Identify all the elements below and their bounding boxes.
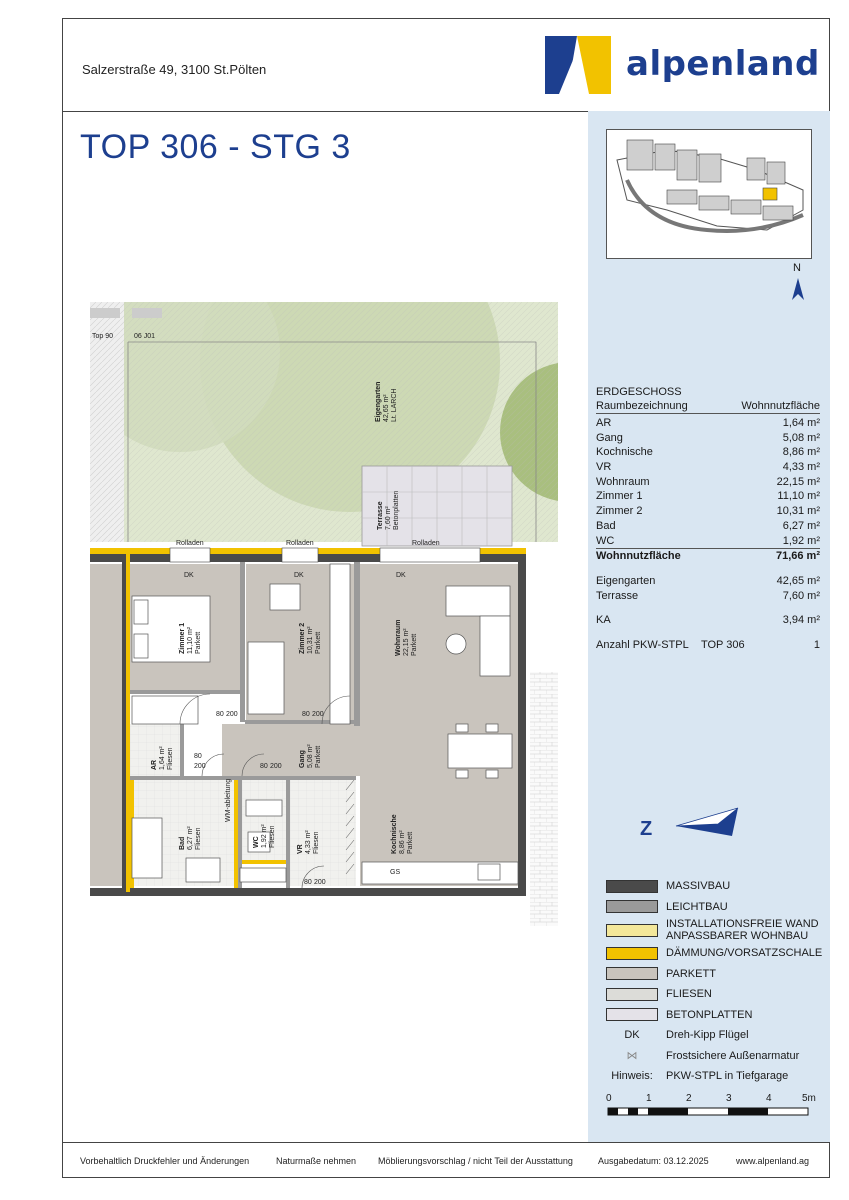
legend-note <box>606 1066 826 1087</box>
garden-row <box>596 574 820 589</box>
footer-furniture: Möblierungsvorschlag / nicht Teil der Ausstattung <box>378 1156 573 1166</box>
parking-count: 1 <box>813 638 820 651</box>
col-area: Wohnnutzfläche <box>741 400 820 412</box>
vr-floor <box>290 780 356 886</box>
neighbor-top-label: Top 90 <box>92 333 114 340</box>
area-total-row <box>596 548 820 564</box>
legend-label: DÄMMUNG/VORSATZSCHALE <box>666 947 823 960</box>
room-name: Bad <box>596 519 616 532</box>
door-height: 200 <box>226 711 238 718</box>
room-area-bad: 6,27 m² <box>187 826 194 850</box>
legend-item <box>606 897 826 918</box>
legend-label-group <box>666 918 819 942</box>
legend-label: BETONPLATTEN <box>666 1008 753 1021</box>
room-label-wc: WC <box>253 836 260 848</box>
legend-label: INSTALLATIONSFREIE WAND <box>666 918 819 930</box>
legend-note-key: DK <box>624 1029 640 1042</box>
door-height: 200 <box>314 879 326 886</box>
room-name: Zimmer 2 <box>596 505 643 518</box>
room-name: Kochnische <box>596 446 653 459</box>
dishwasher-label: GS <box>390 869 401 876</box>
legend-item <box>606 943 826 964</box>
ka-value: 3,94 m² <box>782 614 820 627</box>
room-area-wohnraum: 22,15 m² <box>403 628 410 656</box>
room-label-ar: AR <box>151 759 158 770</box>
legend-label: ANPASSBARER WOHNBAU <box>666 930 809 942</box>
north-arrow-icon <box>792 278 804 300</box>
scale-tick: 5m <box>802 1093 816 1104</box>
scale-bar-graphic <box>606 1105 818 1119</box>
room-label-zimmer2: Zimmer 2 <box>299 622 306 654</box>
legend-note-text: Frostsichere Außenarmatur <box>666 1049 800 1062</box>
area-row <box>596 534 820 549</box>
legend-swatch <box>606 1008 658 1021</box>
area-row <box>596 431 820 446</box>
room-area: 5,08 m² <box>782 431 820 444</box>
room-floor-kochnische: Parkett <box>407 831 414 854</box>
page-title: TOP 306 - STG 3 <box>80 128 351 166</box>
alpenland-logo-icon <box>545 36 613 96</box>
ka-label: KA <box>596 614 611 627</box>
orientation-arrow-icon <box>640 806 744 842</box>
room-label-terrasse: Terrasse <box>377 501 384 530</box>
footer-web-link[interactable]: www.alpenland.ag <box>736 1156 810 1166</box>
footer-disclaimer: Vorbehaltlich Druckfehler und Änderungen <box>80 1156 250 1166</box>
frost-valve-icon: ⋈ <box>626 1050 638 1063</box>
legend-note <box>606 1046 826 1067</box>
area-table <box>596 386 820 653</box>
legend <box>606 876 826 1087</box>
area-table-header <box>596 400 820 414</box>
door-height: 200 <box>312 711 324 718</box>
room-area-vr: 4,33 m² <box>305 830 312 854</box>
room-floor-bad: Fliesen <box>195 827 202 850</box>
room-floor-wc: Fliesen <box>269 825 276 848</box>
room-name: AR <box>596 417 612 429</box>
area-row <box>596 416 820 431</box>
paving-strip <box>530 672 558 926</box>
room-area: 11,10 m² <box>777 490 820 503</box>
dk-label: DK <box>184 572 194 579</box>
scale-tick: 3 <box>726 1093 732 1104</box>
room-area: 6,27 m² <box>782 519 820 532</box>
room-area: 10,31 m² <box>776 505 820 518</box>
rolladen-label: Rolladen <box>412 540 440 547</box>
rolladen-label: Rolladen <box>286 540 314 547</box>
legend-swatch <box>606 900 658 913</box>
legend-swatch <box>606 947 658 960</box>
col-room: Raumbezeichnung <box>596 400 688 412</box>
legend-note-text: PKW-STPL in Tiefgarage <box>666 1070 789 1083</box>
door-width: 80 <box>302 711 310 718</box>
legend-note-text: Dreh-Kipp Flügel <box>666 1029 749 1042</box>
ka-row <box>596 613 820 628</box>
room-area-zimmer2: 10,31 m² <box>307 626 314 654</box>
footer-divider <box>62 1142 830 1143</box>
room-area-zimmer1: 11,10 m² <box>187 626 194 654</box>
room-area-terrasse: 7,60 m² <box>385 506 392 530</box>
legend-item <box>606 984 826 1005</box>
room-label-bad: Bad <box>179 836 186 850</box>
room-name: Zimmer 1 <box>596 490 643 503</box>
total-label: Wohnnutzfläche <box>596 550 681 563</box>
dk-label: DK <box>294 572 304 579</box>
door-width: 80 <box>260 763 268 770</box>
area-row <box>596 489 820 504</box>
room-floor-vr: Fliesen <box>313 831 320 854</box>
scale-tick: 4 <box>766 1093 772 1104</box>
room-area: 8,86 m² <box>782 446 820 459</box>
room-area: 22,15 m² <box>776 475 820 488</box>
door-width: 80 <box>194 753 202 760</box>
room-area-wc: 1,92 m² <box>261 824 268 848</box>
footer-date: Ausgabedatum: 03.12.2025 <box>598 1156 709 1166</box>
scale-tick: 1 <box>646 1093 652 1104</box>
room-floor-ar: Fliesen <box>167 747 174 770</box>
legend-item <box>606 964 826 985</box>
neighbor-top-label: 06 J01 <box>134 333 156 340</box>
legend-item <box>606 917 826 943</box>
room-area-gang: 5,08 m² <box>307 744 314 768</box>
legend-item <box>606 876 826 897</box>
area-row <box>596 519 820 534</box>
door-height: 200 <box>194 763 206 770</box>
wall-massive <box>518 554 526 896</box>
garden-value: 42,65 m² <box>776 574 820 587</box>
room-name: WC <box>596 534 615 547</box>
room-name: VR <box>596 461 612 474</box>
scale-tick: 2 <box>686 1093 692 1104</box>
room-floor-wohnraum: Parkett <box>411 633 418 656</box>
room-area: 1,92 m² <box>782 534 820 547</box>
room-label-kochnische: Kochnische <box>391 814 398 854</box>
room-label-wohnraum: Wohnraum <box>395 619 402 656</box>
room-area-kochnische: 8,86 m² <box>399 830 406 854</box>
room-name: Gang <box>596 431 623 444</box>
room-area-ar: 1,64 m² <box>159 746 166 770</box>
address: Salzerstraße 49, 3100 St.Pölten <box>82 62 267 77</box>
parking-label-group <box>596 638 745 653</box>
area-row <box>596 504 820 519</box>
room-name: Wohnraum <box>596 475 650 488</box>
area-row <box>596 475 820 490</box>
legend-swatch <box>606 880 658 893</box>
site-key-map <box>606 129 812 259</box>
door-height: 200 <box>270 763 282 770</box>
room-floor-eigengarten: Lt. LARCH <box>391 388 398 422</box>
dk-label: DK <box>396 572 406 579</box>
neighbor-unit <box>90 564 126 886</box>
room-label-zimmer1: Zimmer 1 <box>179 622 186 654</box>
wall-massive <box>90 888 526 896</box>
room-floor-terrasse: Betonplatten <box>393 490 400 530</box>
room-area: 1,64 m² <box>782 417 820 429</box>
room-label-vr: VR <box>297 844 304 854</box>
room-area-eigengarten: 42,65 m² <box>383 394 390 422</box>
door-width: 80 <box>216 711 224 718</box>
room-floor-gang: Parkett <box>315 745 322 768</box>
legend-swatch <box>606 924 658 937</box>
legend-label: LEICHTBAU <box>666 900 728 913</box>
scale-bar <box>606 1093 816 1122</box>
north-label: N <box>793 262 801 274</box>
legend-label: MASSIVBAU <box>666 880 731 893</box>
legend-swatch <box>606 967 658 980</box>
rolladen-label: Rolladen <box>176 540 204 547</box>
legend-label: PARKETT <box>666 967 716 980</box>
gang-floor <box>222 724 360 776</box>
footer-measure: Naturmaße nehmen <box>276 1156 357 1166</box>
floor-label: ERDGESCHOSS <box>596 386 682 398</box>
legend-swatch <box>606 988 658 1001</box>
wm-label: WM-ableitung <box>225 778 232 822</box>
area-row <box>596 460 820 475</box>
svg-text:Z: Z <box>640 818 653 840</box>
garden-label: Eigengarten <box>596 574 656 587</box>
terrace-row <box>596 589 820 604</box>
room-floor-zimmer2: Parkett <box>315 631 322 654</box>
legend-note <box>606 1025 826 1046</box>
scale-tick: 0 <box>606 1093 612 1104</box>
terrace-value: 7,60 m² <box>782 589 820 602</box>
room-label-eigengarten: Eigengarten <box>375 381 382 422</box>
parking-label: Anzahl PKW-STPL <box>596 638 689 651</box>
total-value: 71,66 m² <box>775 550 820 563</box>
door-width: 80 <box>304 879 312 886</box>
parking-top: TOP 306 <box>700 638 745 651</box>
brand-name: alpenland <box>626 44 820 84</box>
parking-row <box>596 638 820 653</box>
room-label-gang: Gang <box>299 750 306 768</box>
room-area: 4,33 m² <box>782 461 820 474</box>
area-row <box>596 445 820 460</box>
legend-label: FLIESEN <box>666 988 712 1001</box>
floor-plan <box>90 302 558 926</box>
legend-note-key: Hinweis: <box>611 1070 653 1083</box>
terrace-label: Terrasse <box>596 589 639 602</box>
room-floor-zimmer1: Parkett <box>195 631 202 654</box>
legend-item <box>606 1005 826 1026</box>
